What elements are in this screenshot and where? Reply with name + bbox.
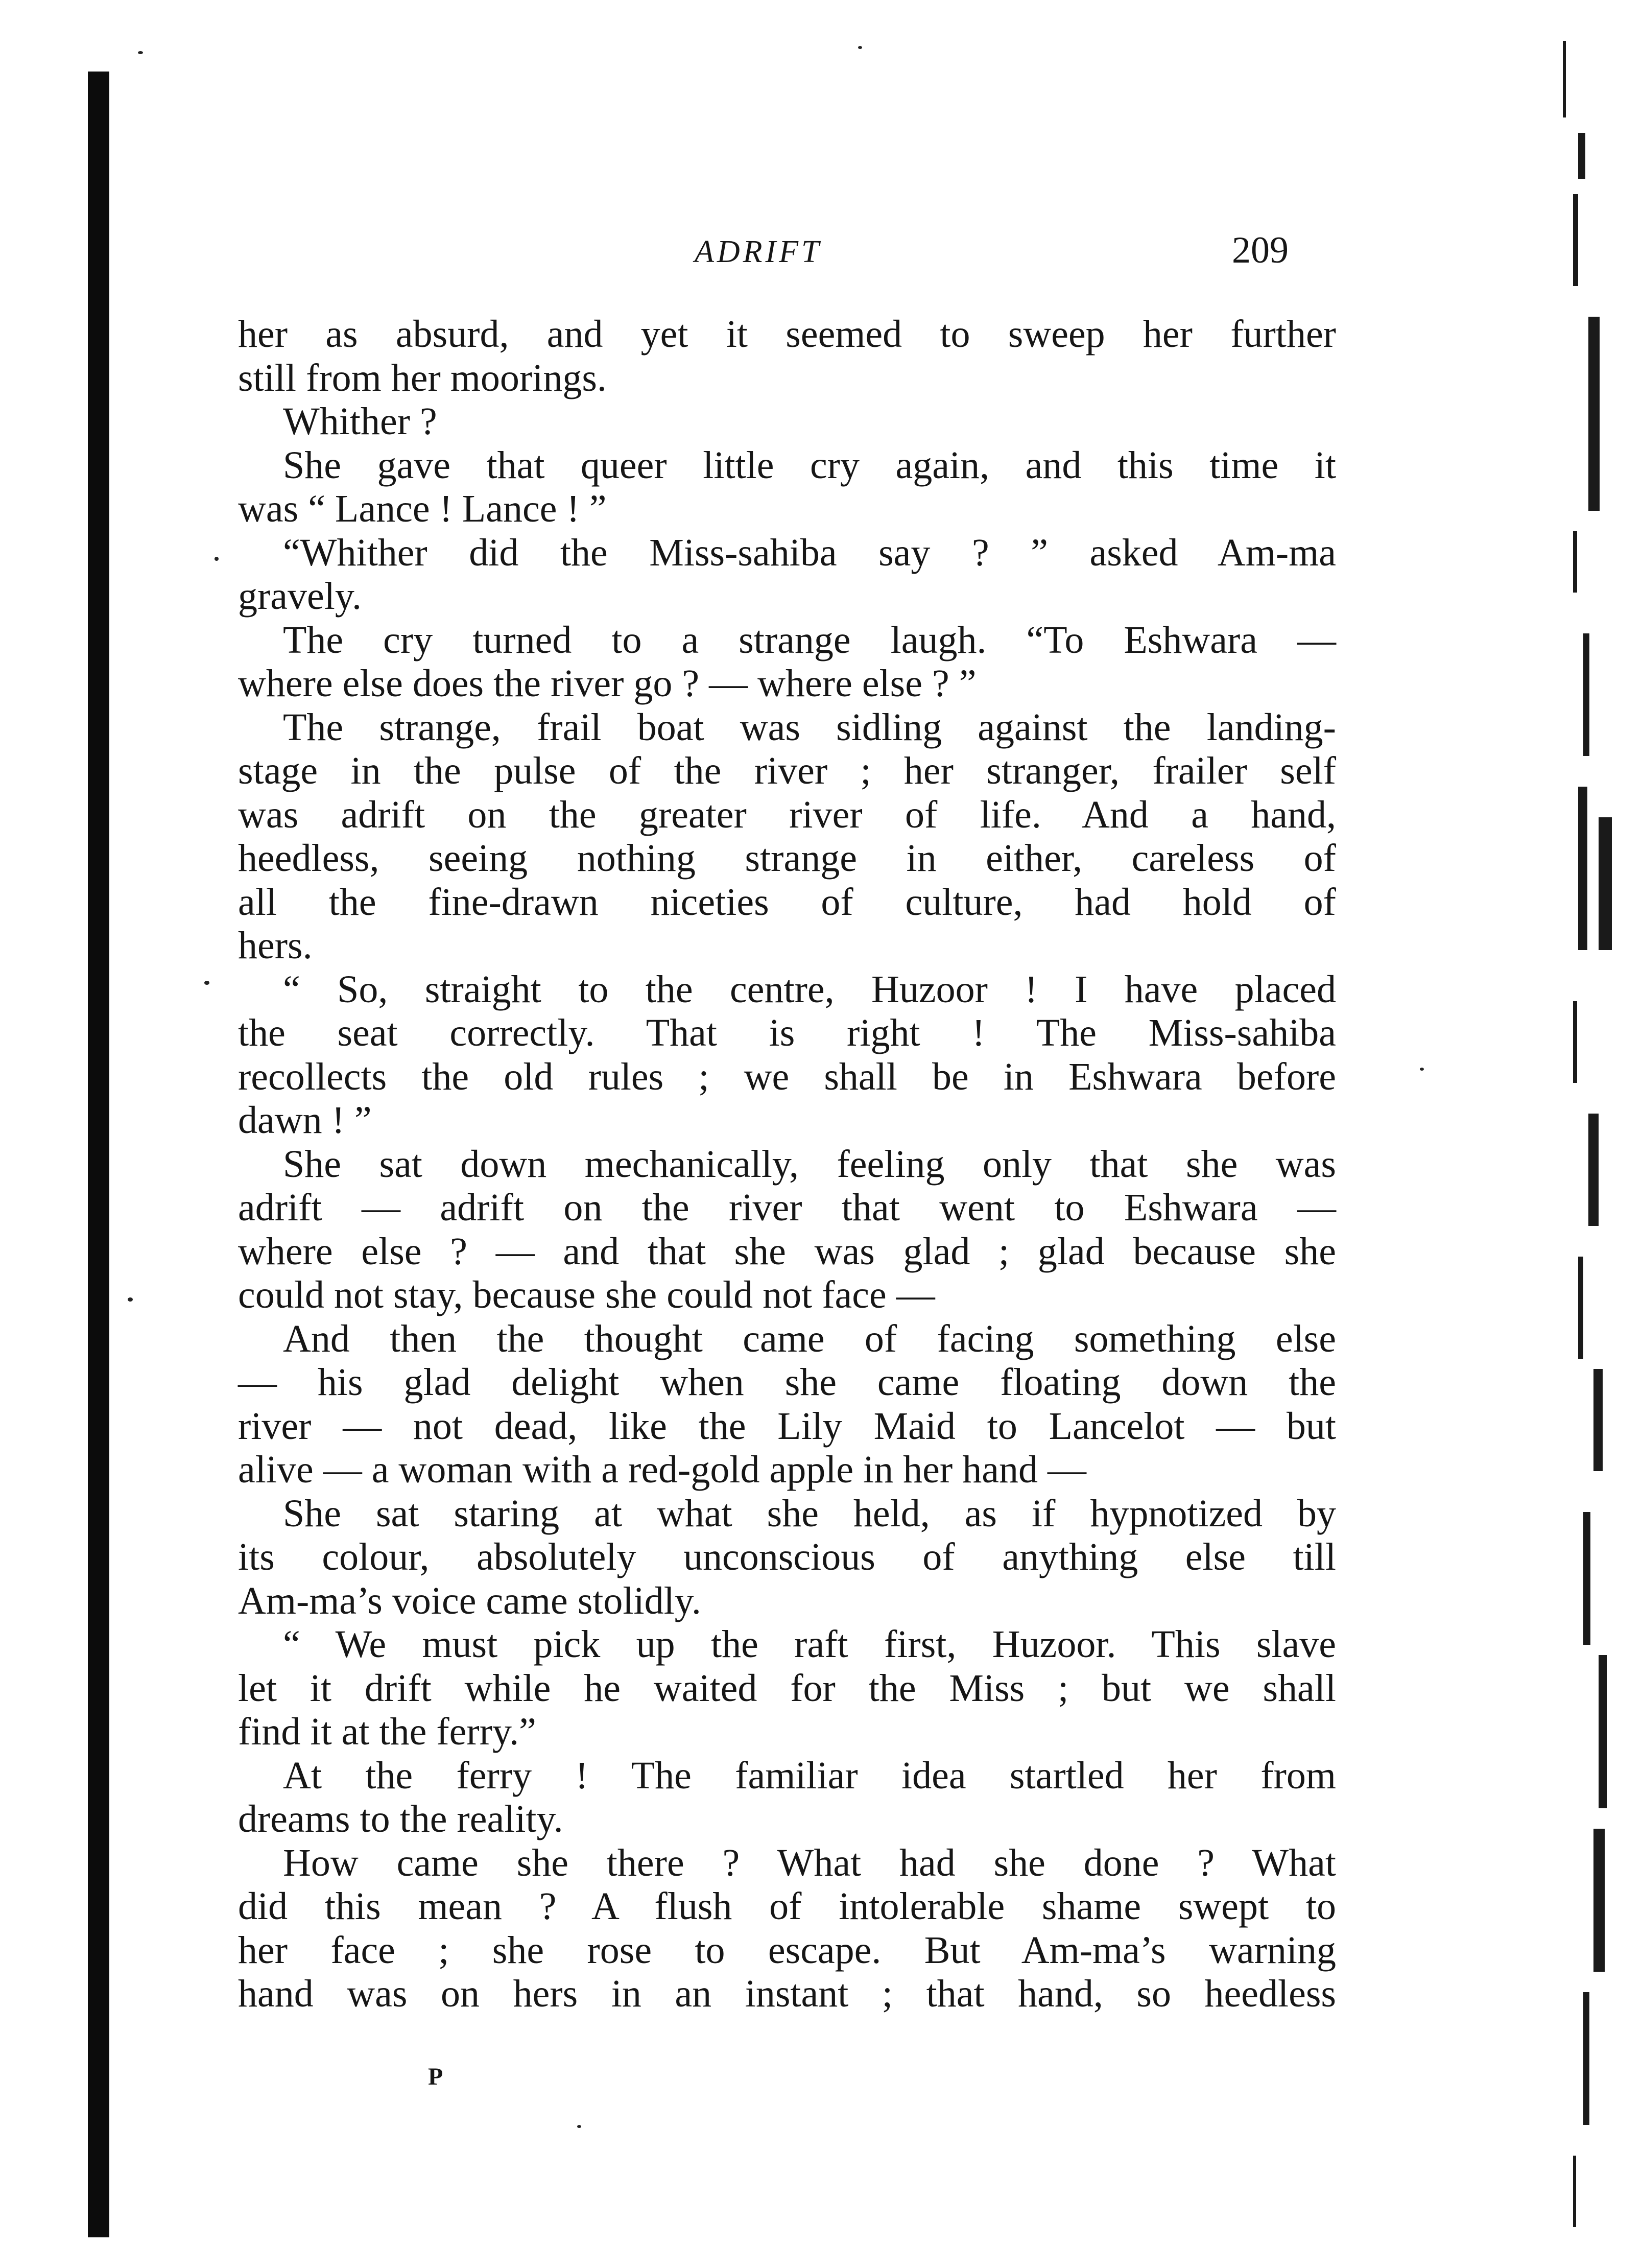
- scan-speck: [204, 981, 209, 985]
- scan-speck: [577, 2125, 581, 2128]
- text-line: gravely.: [238, 575, 362, 618]
- scan-speck: [1420, 1068, 1424, 1071]
- text-line: The cry turned to a strange laugh. “To Eshwara —: [283, 618, 1336, 662]
- binding-edge: [88, 72, 109, 2237]
- scan-gutter-noise: [1542, 31, 1642, 2237]
- text-line: hand was on hers in an instant ; that hand, so heedless: [238, 1972, 1336, 2015]
- text-line: — his glad delight when she came floating down the: [238, 1361, 1336, 1404]
- text-line: She sat staring at what she held, as if hypnotized by: [283, 1492, 1336, 1535]
- text-line: where else does the river go ? — where else ? ”: [238, 662, 977, 705]
- text-line: let it drift while he waited for the Miss ; but we shall: [238, 1666, 1336, 1710]
- text-line: How came she there ? What had she done ? What: [283, 1841, 1336, 1884]
- body-text: [238, 313, 1336, 2016]
- text-line: dawn ! ”: [238, 1099, 372, 1142]
- scan-speck: [138, 51, 143, 54]
- text-line: hers.: [238, 924, 313, 967]
- text-line: Whither ?: [283, 400, 437, 443]
- scan-speck: [128, 1297, 133, 1302]
- text-line: alive — a woman with a red-gold apple in her hand —: [238, 1448, 1086, 1491]
- text-line: could not stay, because she could not face —: [238, 1273, 935, 1316]
- scan-speck: [215, 557, 219, 561]
- text-line: all the fine-drawn niceties of culture, had hold of: [238, 880, 1336, 924]
- text-line: dreams to the reality.: [238, 1798, 563, 1840]
- text-line: The strange, frail boat was sidling against the landing-: [283, 705, 1336, 749]
- text-line: “ We must pick up the raft first, Huzoor. This slave: [283, 1623, 1336, 1666]
- text-line: heedless, seeing nothing strange in either, careless of: [238, 837, 1336, 880]
- text-line: “ So, straight to the centre, Huzoor ! I have placed: [283, 967, 1336, 1011]
- scan-speck: [858, 46, 862, 49]
- text-line: her face ; she rose to escape. But Am-ma’s warning: [238, 1928, 1336, 1972]
- text-line: She gave that queer little cry again, and this time it: [283, 443, 1336, 487]
- text-line: where else ? — and that she was glad ; glad because she: [238, 1230, 1336, 1273]
- text-line: river — not dead, like the Lily Maid to Lancelot — but: [238, 1404, 1336, 1448]
- text-line: And then the thought came of facing something else: [283, 1317, 1336, 1360]
- signature-mark: P: [428, 2063, 443, 2090]
- text-line: At the ferry ! The familiar idea startled her from: [283, 1754, 1336, 1797]
- text-line: her as absurd, and yet it seemed to sweep her further: [238, 313, 1336, 356]
- text-line: stage in the pulse of the river ; her stranger, frailer self: [238, 749, 1336, 792]
- text-line: its colour, absolutely unconscious of anything else till: [238, 1535, 1336, 1578]
- text-line: was “ Lance ! Lance ! ”: [238, 487, 607, 530]
- text-line: “Whither did the Miss-sahiba say ? ” asked Am-ma: [283, 531, 1336, 574]
- text-line: Am-ma’s voice came stolidly.: [238, 1579, 701, 1622]
- text-line: recollects the old rules ; we shall be in Eshwara before: [238, 1055, 1336, 1098]
- text-line: did this mean ? A flush of intolerable shame swept to: [238, 1885, 1336, 1928]
- text-line: She sat down mechanically, feeling only that she was: [283, 1142, 1336, 1186]
- text-line: was adrift on the greater river of life. And a hand,: [238, 793, 1336, 836]
- text-line: find it at the ferry.”: [238, 1710, 536, 1753]
- text-line: still from her moorings.: [238, 356, 607, 399]
- text-line: the seat correctly. That is right ! The Miss-sahiba: [238, 1011, 1336, 1054]
- running-head: ADRIFT: [695, 234, 822, 269]
- page-number: 209: [1232, 229, 1289, 271]
- text-line: adrift — adrift on the river that went to Eshwara —: [238, 1186, 1336, 1229]
